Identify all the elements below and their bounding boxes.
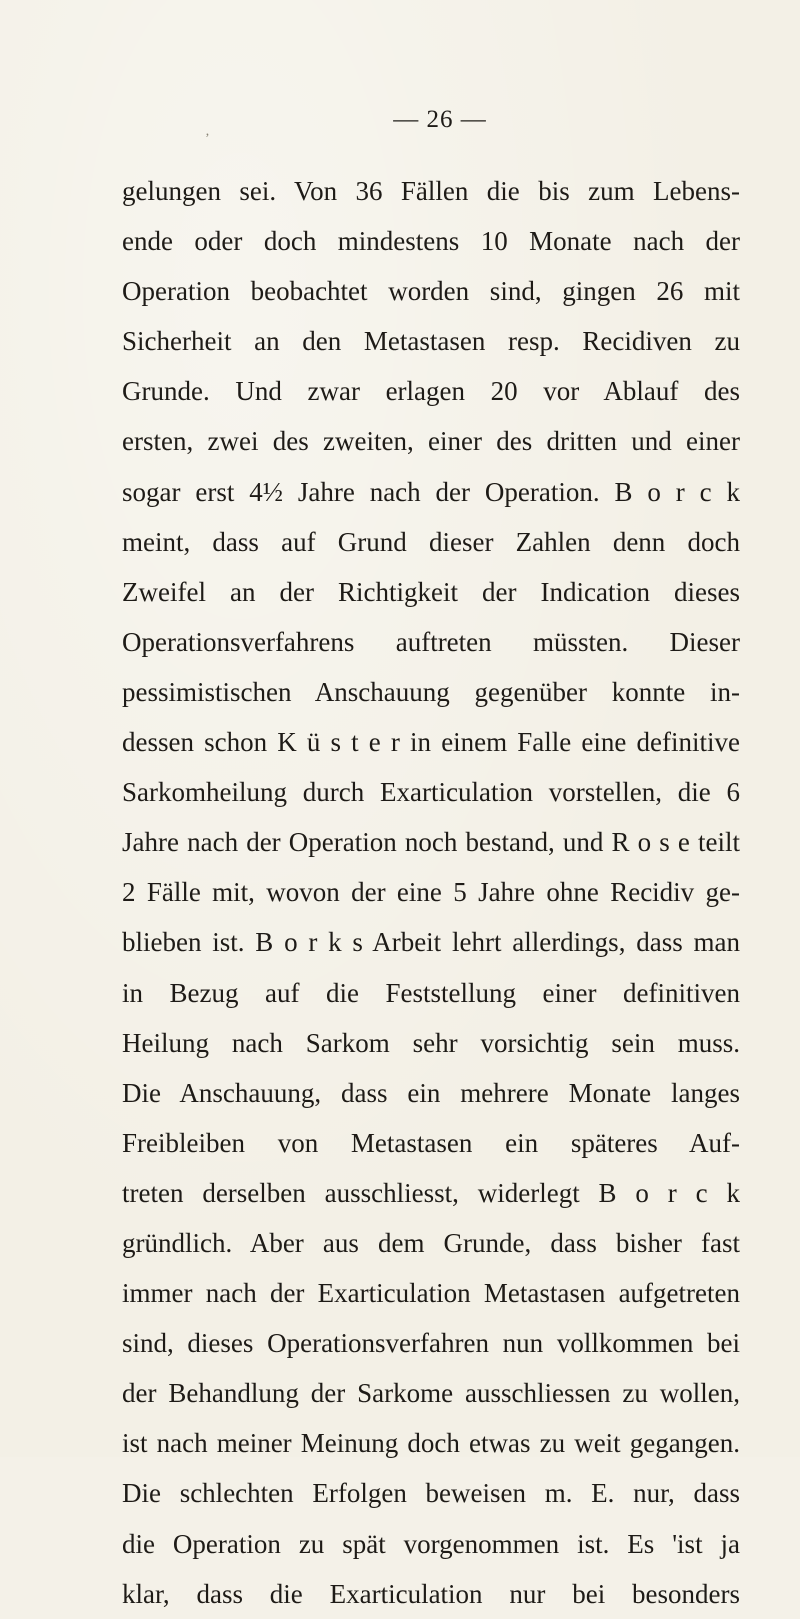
text-line: gelungen sei. Von 36 Fällen die bis zum Lebens- xyxy=(122,176,740,206)
text-line: immer nach der Exarticulation Metastasen aufgetreten xyxy=(122,1278,740,1309)
text-line: blieben ist. B o r k s Arbeit lehrt allerdings, dass man xyxy=(122,927,740,958)
text-line: ist nach meiner Meinung doch etwas zu weit gegangen. xyxy=(122,1428,740,1459)
text-line: gründlich. Aber aus dem Grunde, dass bisher fast xyxy=(122,1227,740,1258)
text-line: dessen schon K ü s t e r in einem Falle eine definitive xyxy=(122,727,740,758)
text-line: pessimistischen Anschauung gegenüber konnte in- xyxy=(122,676,740,707)
text-line: der Behandlung der Sarkome ausschliessen zu wollen, xyxy=(122,1378,740,1409)
text-line: ersten, zwei des zweiten, einer des dritten und einer xyxy=(122,426,740,457)
text-line: Operationsverfahrens auftreten müssten. Dieser xyxy=(122,626,740,657)
text-line: Die Anschauung, dass ein mehrere Monate langes xyxy=(122,1077,740,1108)
text-line: meint, dass auf Grund dieser Zahlen denn doch xyxy=(122,526,740,557)
text-line: sogar erst 4½ Jahre nach der Operation. B o r c k xyxy=(122,476,740,507)
text-line: Operation beobachtet worden sind, gingen 26 mit xyxy=(122,276,740,307)
text-line: die Operation zu spät vorgenommen ist. Es 'ist ja xyxy=(122,1528,740,1559)
text-line: Zweifel an der Richtigkeit der Indication dieses xyxy=(122,576,740,607)
text-line: Die schlechten Erfolgen beweisen m. E. nur, dass xyxy=(122,1478,740,1509)
body-text xyxy=(122,166,740,1619)
text-line: Sicherheit an den Metastasen resp. Recidiven zu xyxy=(122,326,740,357)
text-line: Sarkomheilung durch Exarticulation vorstellen, die 6 xyxy=(122,777,740,808)
text-line: Jahre nach der Operation noch bestand, und R o s e teilt xyxy=(122,827,740,858)
stray-mark: ‚ xyxy=(205,124,210,139)
text-line: ende oder doch mindestens 10 Monate nach der xyxy=(122,226,740,257)
text-line: in Bezug auf die Feststellung einer definitiven xyxy=(122,977,740,1008)
page-number: — 26 — xyxy=(393,106,487,133)
text-line: Freibleiben von Metastasen ein späteres Auf- xyxy=(122,1127,740,1158)
text-line: klar, dass die Exarticulation nur bei besonders xyxy=(122,1578,740,1609)
text-line: Heilung nach Sarkom sehr vorsichtig sein muss. xyxy=(122,1027,740,1058)
text-line: sind, dieses Operationsverfahren nun vollkommen bei xyxy=(122,1328,740,1359)
text-line: 2 Fälle mit, wovon der eine 5 Jahre ohne Recidiv ge- xyxy=(122,877,740,908)
text-line: Grunde. Und zwar erlagen 20 vor Ablauf des xyxy=(122,376,740,407)
text-line: treten derselben ausschliesst, widerlegt B o r c k xyxy=(122,1177,740,1208)
